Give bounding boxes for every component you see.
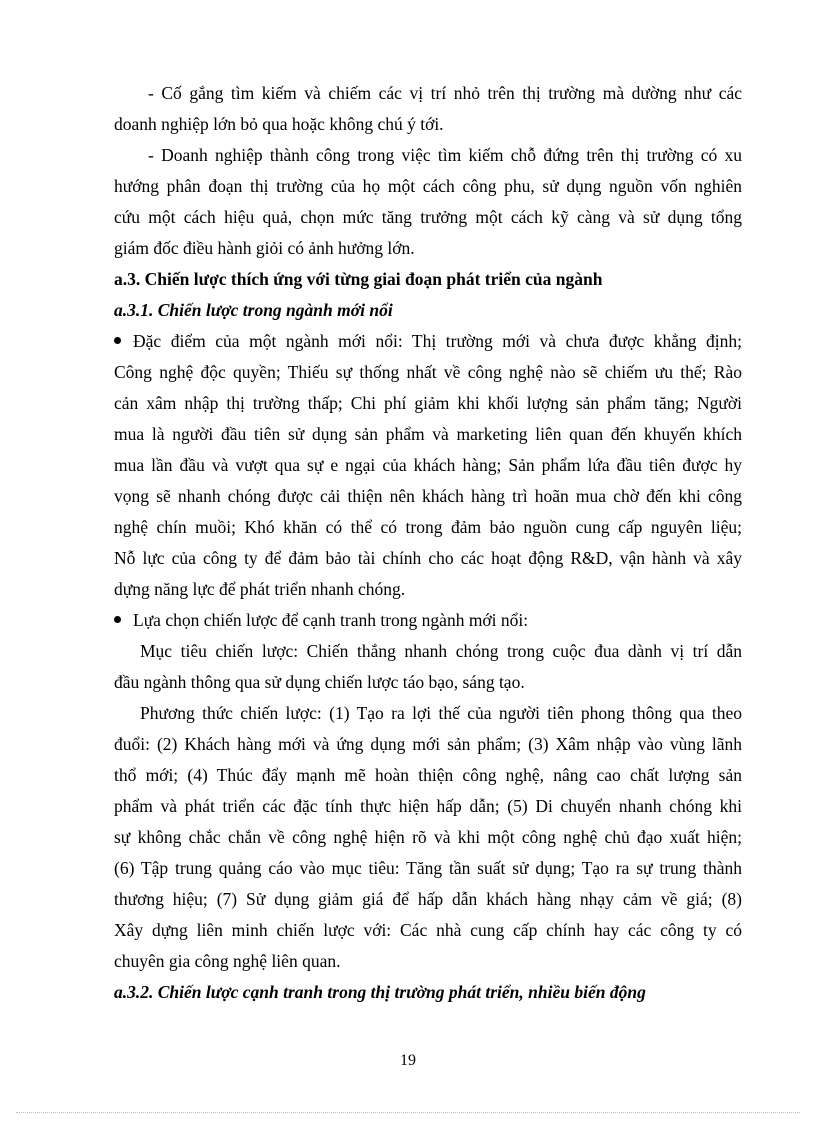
paragraph-line: Nỗ lực của công ty để đảm bảo tài chính cho các hoạt động R&D, vận hành và xây: [114, 548, 742, 568]
paragraph-line: sự không chắc chắn về công nghệ hiện rõ và khi một công nghệ chủ đạo xuất hiện;: [114, 827, 742, 847]
paragraph-line: hướng phân đoạn thị trường của họ một cách công phu, sử dụng nguồn vốn nghiên: [114, 176, 742, 196]
paragraph-line: cản xâm nhập thị trường thấp; Chi phí giảm khi khối lượng sản phẩm tăng; Người: [114, 393, 742, 413]
page-number: 19: [400, 1052, 416, 1069]
paragraph-line: phẩm và phát triển các đặc tính thực hiện hấp dẫn; (5) Di chuyển nhanh chóng khi: [114, 796, 742, 816]
paragraph-line: Công nghệ độc quyền; Thiếu sự thống nhất về công nghệ nào sẽ chiếm ưu thế; Rào: [114, 362, 742, 382]
paragraph-line: đuổi: (2) Khách hàng mới và ứng dụng mới sản phẩm; (3) Xâm nhập vào vùng lãnh: [114, 734, 742, 754]
page-body: [114, 78, 742, 1008]
bullet-text: Lựa chọn chiến lược để cạnh tranh trong ngành mới nổi:: [133, 610, 529, 630]
bullet-text: Đặc điểm của một ngành mới nổi: Thị trường mới và chưa được khẳng định;: [133, 331, 742, 351]
paragraph-line: thương hiệu; (7) Sử dụng giảm giá để hấp dẫn khách hàng nhạy cảm về giá; (8): [114, 889, 742, 909]
section-heading: a.3. Chiến lược thích ứng với từng giai đoạn phát triển của ngành: [114, 269, 603, 289]
paragraph-line: giám đốc điều hành giỏi có ảnh hưởng lớn.: [114, 238, 415, 258]
bullet-item: [114, 326, 742, 357]
paragraph-line: chuyên gia công nghệ liên quan.: [114, 951, 341, 971]
paragraph-line: doanh nghiệp lớn bỏ qua hoặc không chú ý tới.: [114, 114, 444, 134]
paragraph-line: Mục tiêu chiến lược: Chiến thắng nhanh chóng trong cuộc đua dành vị trí dẫn: [140, 641, 742, 661]
paragraph-line: mua lần đầu và vượt qua sự e ngại của khách hàng; Sản phẩm lứa đầu tiên được hy: [114, 455, 742, 475]
paragraph-line: thổ mới; (4) Thúc đẩy mạnh mẽ hoàn thiện công nghệ, nâng cao chất lượng sản: [114, 765, 742, 785]
bullet-icon: [114, 337, 121, 344]
paragraph-line: dựng năng lực để phát triển nhanh chóng.: [114, 579, 406, 599]
bullet-icon: [114, 616, 121, 623]
paragraph-line: - Doanh nghiệp thành công trong việc tìm kiếm chỗ đứng trên thị trường có xu: [148, 145, 742, 165]
paragraph-line: (6) Tập trung quảng cáo vào mục tiêu: Tăng tần suất sử dụng; Tạo ra sự trung thành: [114, 858, 742, 878]
paragraph-line: đầu ngành thông qua sử dụng chiến lược táo bạo, sáng tạo.: [114, 672, 525, 692]
paragraph-line: vọng sẽ nhanh chóng được cải thiện nên khách hàng trì hoãn mua chờ đến khi công: [114, 486, 742, 506]
subsection-heading: a.3.1. Chiến lược trong ngành mới nổi: [114, 300, 393, 320]
paragraph-line: Phương thức chiến lược: (1) Tạo ra lợi thế của người tiên phong thông qua theo: [140, 703, 742, 723]
paragraph-line: - Cố gắng tìm kiếm và chiếm các vị trí nhỏ trên thị trường mà dường như các: [148, 83, 742, 103]
paragraph-line: Xây dựng liên minh chiến lược với: Các nhà cung cấp chính hay các công ty có: [114, 920, 742, 940]
paragraph-line: nghệ chín muồi; Khó khăn có thể có trong đảm bảo nguồn cung cấp nguyên liệu;: [114, 517, 742, 537]
subsection-heading: a.3.2. Chiến lược cạnh tranh trong thị trường phát triển, nhiều biến động: [114, 982, 646, 1002]
footer-divider: [16, 1112, 800, 1113]
bullet-item: [114, 605, 742, 636]
paragraph-line: cứu một cách hiệu quả, chọn mức tăng trưởng một cách kỹ càng và sử dụng tổng: [114, 207, 742, 227]
paragraph-line: mua là người đầu tiên sử dụng sản phẩm và marketing liên quan đến khuyến khích: [114, 424, 742, 444]
